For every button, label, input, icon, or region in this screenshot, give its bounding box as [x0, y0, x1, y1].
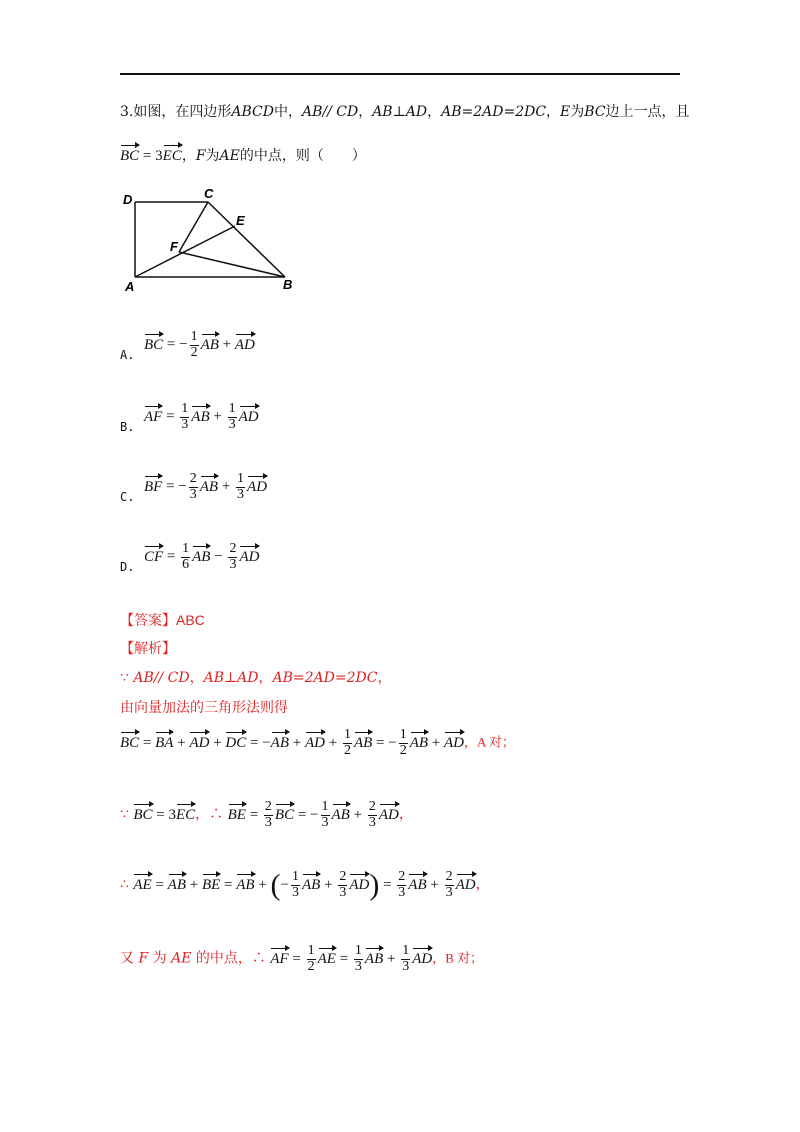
point-label-e: E	[236, 213, 245, 228]
analysis-step-1: BC = BA + AD + DC = −AB + AD + $\frac{1}{2}$ AB = − $\frac{1}{2}$ AB + AD，A 对；	[120, 727, 515, 758]
header-rule	[120, 73, 680, 75]
answer-tag: 【答案】	[120, 613, 176, 629]
analysis-rule: 由向量加法的三角形法则得	[120, 700, 288, 716]
point-label-a: A	[125, 279, 135, 294]
point-label-f: F	[170, 239, 178, 254]
point-label-d: D	[123, 192, 133, 207]
analysis-step-3: ∴ AE = AB + BE = AB + (− $\frac{1}{3}$ AB + $\frac{2}{3}$ AD) = $\frac{2}{3}$ AB + $\frac{2}{3}$ AD，	[120, 868, 490, 902]
question-line-2: BC = 3EC，F为AE的中点，则（ ）	[120, 143, 366, 165]
quadrilateral-figure	[115, 185, 305, 295]
question-line-1: 3.如图，在四边形ABCD中，AB// CD，AB⊥AD，AB=2AD=2DC，E为BC边上一点，且	[120, 104, 690, 120]
analysis-conditions: ∵ AB// CD，AB⊥AD，AB=2AD=2DC，	[120, 670, 392, 686]
point-label-c: C	[204, 186, 214, 201]
analysis-step-4: 又 F 为 AE 的中点，∴ AF = $\frac{1}{2}$ AE = $\frac{1}{3}$ AB + $\frac{1}{3}$ AD，B 对；	[120, 943, 484, 974]
given-equation: BC = 3EC	[120, 148, 182, 164]
answer-line	[120, 610, 205, 630]
analysis-tag: 【解析】	[120, 641, 176, 657]
answer-value: ABC	[176, 612, 205, 628]
point-label-b: B	[283, 277, 293, 292]
question-number: 3.	[120, 104, 134, 120]
analysis-step-2: ∵ BC = 3EC，∴ BE = $\frac{2}{3}$ BC = − $\frac{1}{3}$ AB + $\frac{2}{3}$ AD，	[120, 799, 413, 830]
